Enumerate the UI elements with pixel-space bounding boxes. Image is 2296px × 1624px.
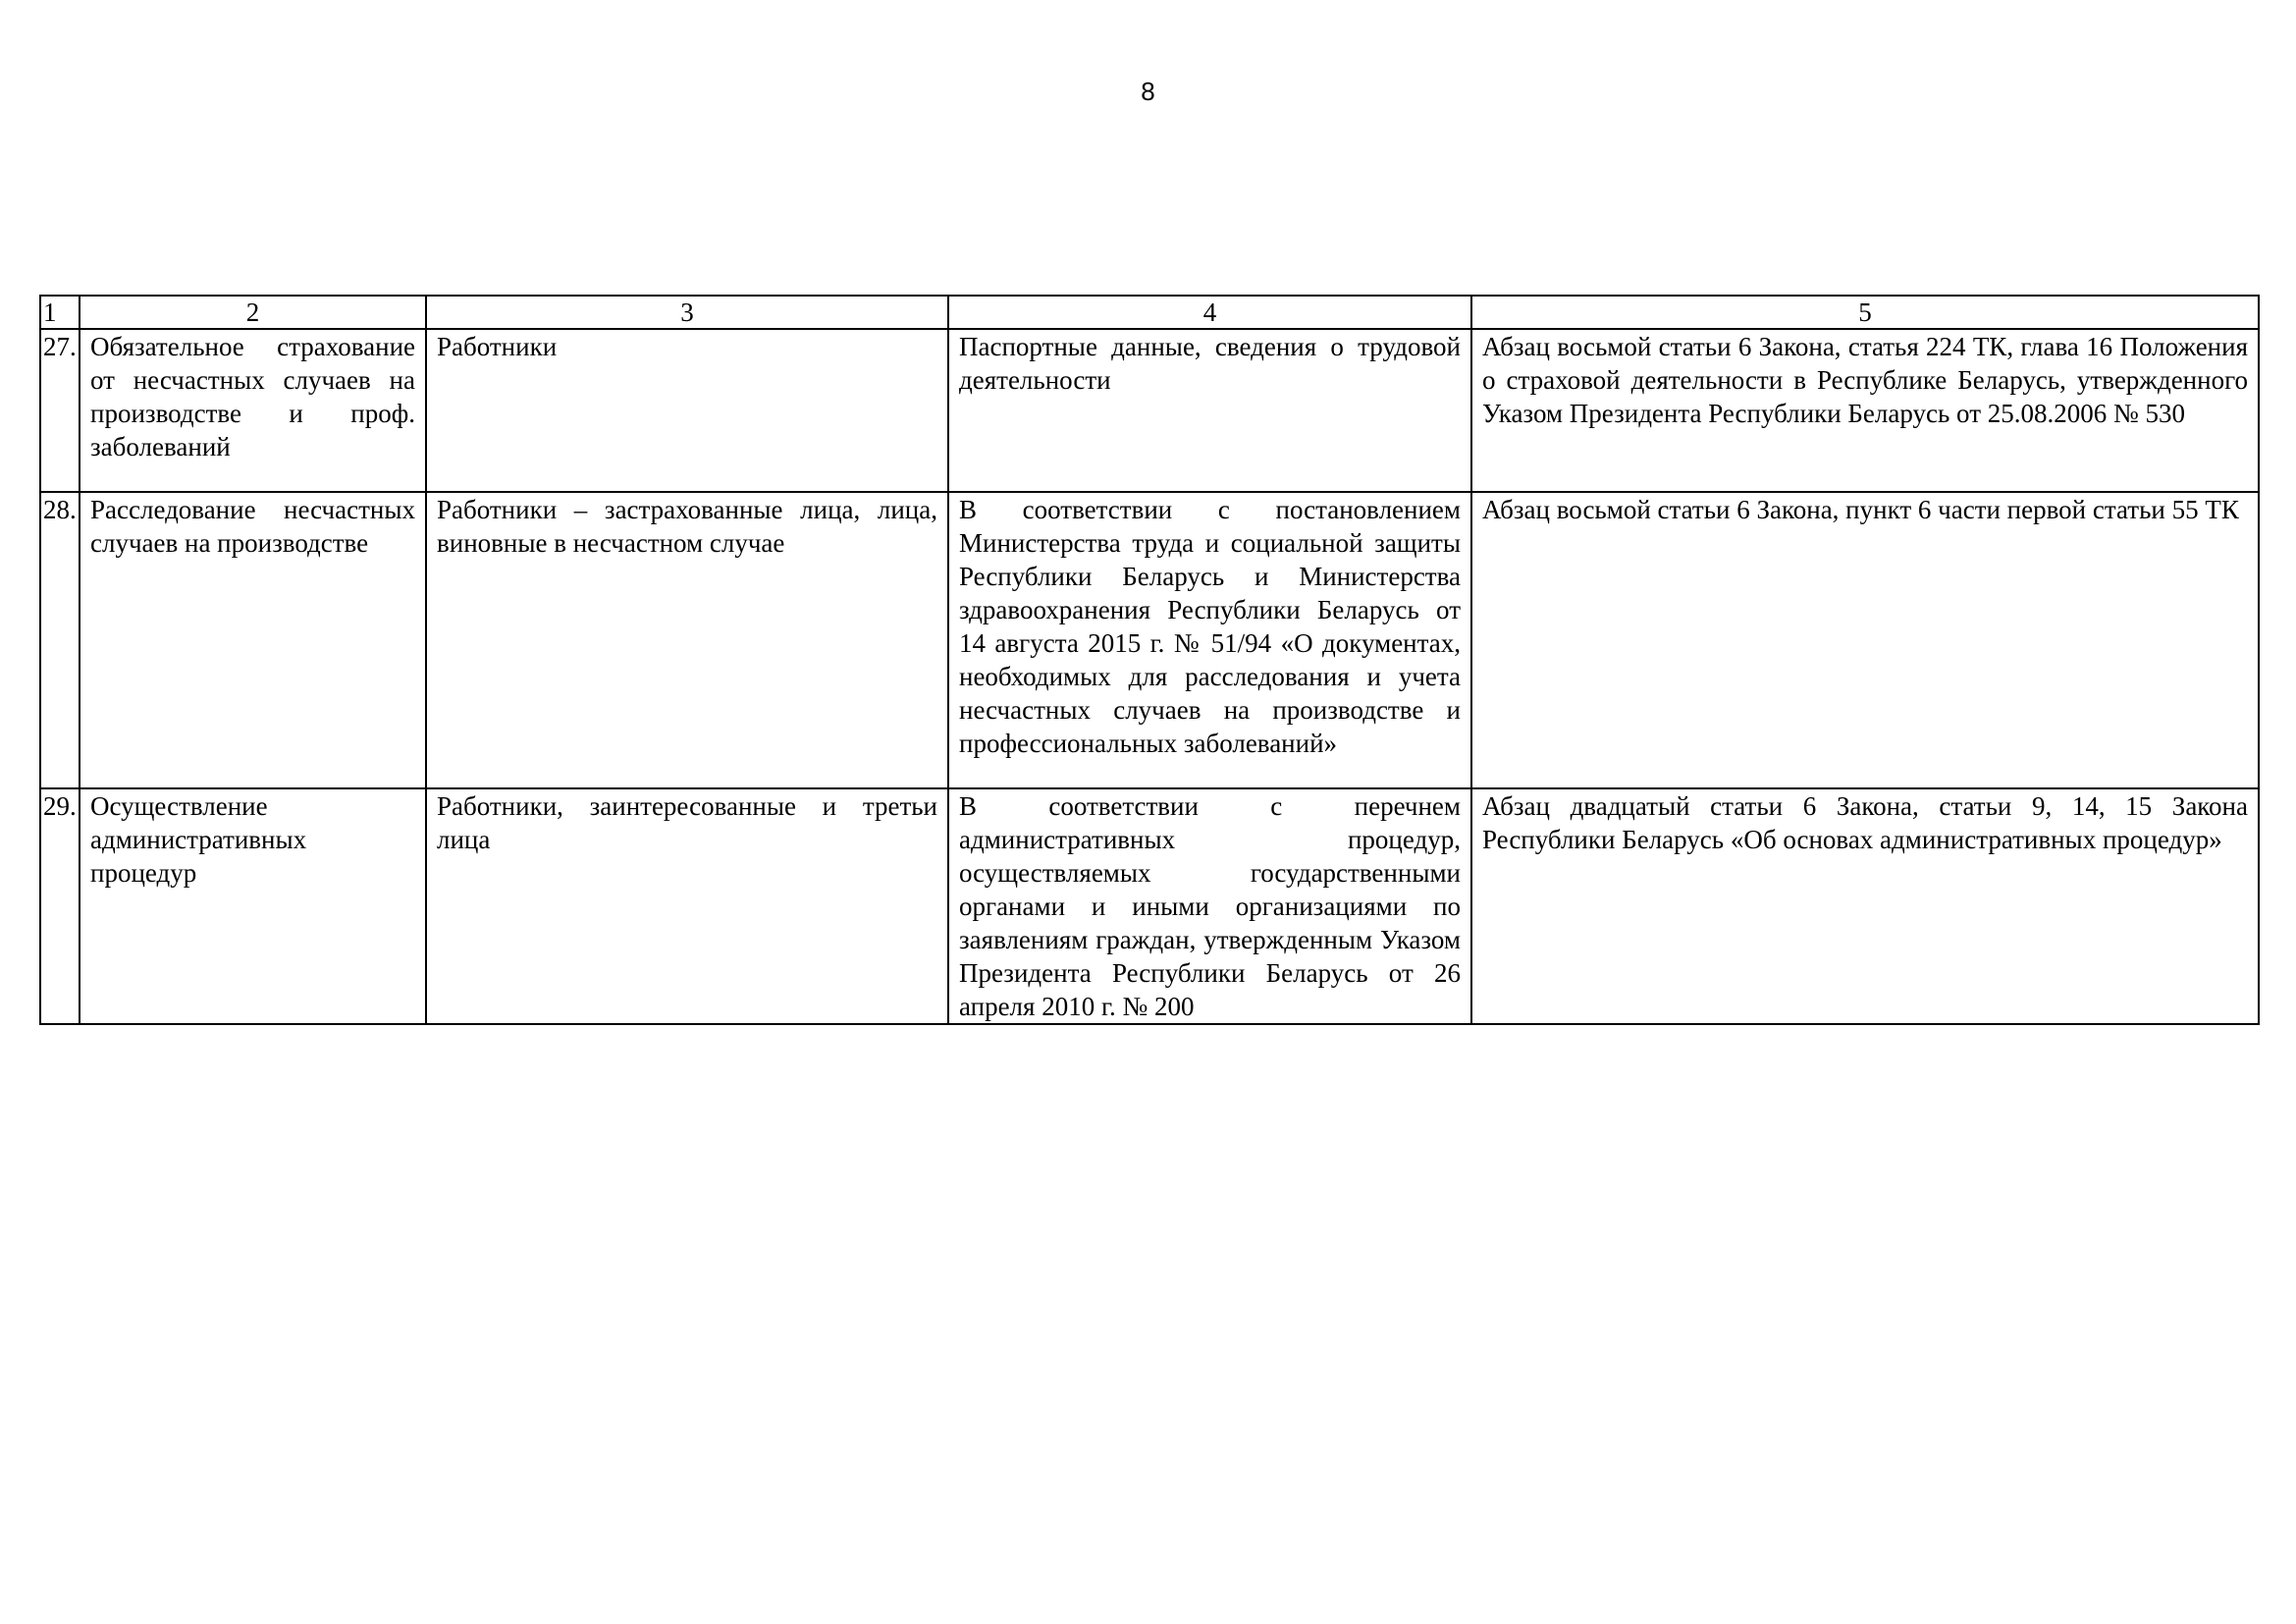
data-subjects: Работники – застрахованные лица, лица, виновные в несчастном случае [426,492,948,788]
data-list: В соответствии с постановлением Министерства труда и социальной защиты Республики Беларусь и Министерства здравоохранения Республики Беларусь от 14 августа 2015 г. № 51/94 «О документах, необходимых для расследования и учета несчастных случаев на производстве и профессиональных заболеваний» [948,492,1471,788]
row-number: 29. [40,788,80,1024]
data-subjects: Работники, заинтересованные и третьи лица [426,788,948,1024]
row-number: 27. [40,329,80,492]
data-processing-table [39,295,2260,1025]
table-row [40,788,2259,1024]
table-row [40,492,2259,788]
processing-purpose: Расследование несчастных случаев на производстве [80,492,426,788]
data-list: Паспортные данные, сведения о трудовой деятельности [948,329,1471,492]
data-list: В соответствии с перечнем административных процедур, осуществляемых государственными органами и иными организациями по заявлениям граждан, утвержденным Указом Президента Республики Беларусь от 26 апреля 2010 г. № 200 [948,788,1471,1024]
legal-basis: Абзац двадцатый статьи 6 Закона, статьи 9, 14, 15 Закона Республики Беларусь «Об основах административных процедур» [1471,788,2259,1024]
data-subjects: Работники [426,329,948,492]
header-cell-1: 1 [40,296,80,329]
table-header-row [40,296,2259,329]
legal-basis: Абзац восьмой статьи 6 Закона, статья 224 ТК, глава 16 Положения о страховой деятельности в Республике Беларусь, утвержденного Указом Президента Республики Беларусь от 25.08.2006 № 530 [1471,329,2259,492]
header-cell-3: 3 [426,296,948,329]
legal-basis: Абзац восьмой статьи 6 Закона, пункт 6 части первой статьи 55 ТК [1471,492,2259,788]
processing-purpose: Осуществление административных процедур [80,788,426,1024]
row-number: 28. [40,492,80,788]
header-cell-4: 4 [948,296,1471,329]
processing-purpose: Обязательное страхование от несчастных случаев на производстве и проф. заболеваний [80,329,426,492]
page-number: 8 [1141,77,1155,106]
header-cell-2: 2 [80,296,426,329]
header-cell-5: 5 [1471,296,2259,329]
table-row [40,329,2259,492]
